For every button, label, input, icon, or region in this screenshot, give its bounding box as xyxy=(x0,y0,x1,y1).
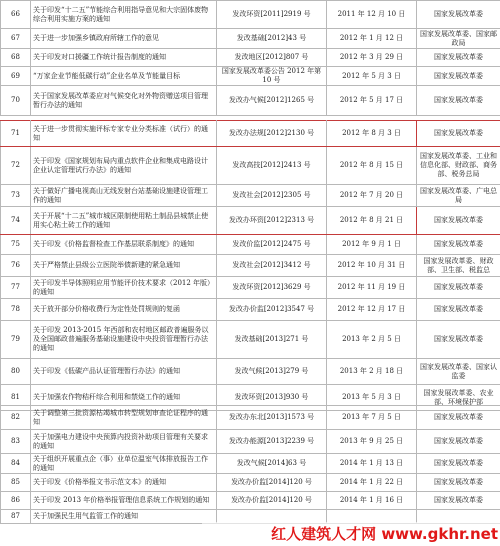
issuing-authority: 国家发展改革委 xyxy=(417,1,500,29)
table-row xyxy=(1,359,500,385)
table-row xyxy=(1,147,500,185)
issuing-authority: 国家发展改革委 xyxy=(417,86,500,116)
document-code: 发改办气候[2012]1265 号 xyxy=(217,86,327,116)
issuing-authority: 国家发展改革委、财政部、卫生部、税监总 xyxy=(417,255,500,277)
document-code: 发改价监[2012]2475 号 xyxy=(217,235,327,255)
row-number: 75 xyxy=(1,235,31,255)
issuing-authority: 国家发展改革委 xyxy=(417,454,500,474)
document-code: 发改高技[2012]2413 号 xyxy=(217,147,327,185)
table-row xyxy=(1,474,500,492)
table-row xyxy=(1,49,500,67)
issuing-authority: 国家发展改革委 xyxy=(417,299,500,321)
document-code: 发改社会[2012]3412 号 xyxy=(217,255,327,277)
issuing-authority: 国家发展改革委、工业和信息化部、财政部、商务部、税务总局 xyxy=(417,147,500,185)
document-title: 关于进一步加强乡镇政府所辖工作的意见 xyxy=(31,29,217,49)
table-row xyxy=(1,86,500,116)
table-row xyxy=(1,299,500,321)
issue-date: 2012 年 8 月 3 日 xyxy=(327,121,417,147)
issue-date: 2013 年 5 月 3 日 xyxy=(327,385,417,411)
issuing-authority: 国家发展改革委 xyxy=(417,406,500,430)
issue-date: 2013 年 9 月 25 日 xyxy=(327,430,417,454)
issue-date: 2013 年 7 月 5 日 xyxy=(327,406,417,430)
issuing-authority: 国家发展改革委、国家邮政局 xyxy=(417,29,500,49)
row-number: 74 xyxy=(1,207,31,235)
document-title: 关于印发半导体照明应用节能评价技术要求（2012 年版）的通知 xyxy=(31,277,217,299)
issue-date: 2012 年 3 月 29 日 xyxy=(327,49,417,67)
document-title: 关于加强农作物秸秆综合利用和禁烧工作的通知 xyxy=(31,385,217,411)
row-number: 77 xyxy=(1,277,31,299)
issue-date: 2014 年 1 月 13 日 xyxy=(327,454,417,474)
issue-date: 2012 年 8 月 21 日 xyxy=(327,207,417,235)
issue-date: 2014 年 1 月 16 日 xyxy=(327,492,417,510)
table-row xyxy=(1,29,500,49)
issue-date: 2012 年 12 月 17 日 xyxy=(327,299,417,321)
document-title: 关于印发《价格监督检查工作基层联系制度》的通知 xyxy=(31,235,217,255)
document-code: 发改办能源[2013]2239 号 xyxy=(217,430,327,454)
document-title: 关于国家发展改革委应对气候变化对外物资赠送项目管理暂行办法的通知 xyxy=(31,86,217,116)
issuing-authority: 国家发展改革委 xyxy=(417,121,500,147)
issue-date: 2012 年 11 月 19 日 xyxy=(327,277,417,299)
row-number: 69 xyxy=(1,67,31,86)
document-title: 关于做好广播电视高山无线发射台站基础设施建设管理工作的通知 xyxy=(31,185,217,207)
document-code: 发改基础[2012]43 号 xyxy=(217,29,327,49)
document-code: 国家发展改革委公告 2012 年第 10 号 xyxy=(217,67,327,86)
row-number: 71 xyxy=(1,121,31,147)
row-number: 86 xyxy=(1,492,31,510)
issuing-authority: 国家发展改革委 xyxy=(417,321,500,359)
issuing-authority: 国家发展改革委、广电总局 xyxy=(417,185,500,207)
table-row xyxy=(1,185,500,207)
table-row xyxy=(1,430,500,454)
document-table-top xyxy=(0,0,500,116)
document-code: 发改环资[2013]930 号 xyxy=(217,385,327,411)
site-watermark: 红人建筑人才网 www.gkhr.net xyxy=(202,522,500,546)
table-row xyxy=(1,321,500,359)
row-number: 83 xyxy=(1,430,31,454)
issue-date: 2012 年 7 月 20 日 xyxy=(327,185,417,207)
table-row xyxy=(1,67,500,86)
document-title: “万家企业节能低碳行动”企业名单及节能量目标 xyxy=(31,67,217,86)
row-number: 72 xyxy=(1,147,31,185)
issue-date: 2012 年 9 月 1 日 xyxy=(327,235,417,255)
document-title: 关于印发 2013 年价格举报管理信息系统工作规划的通知 xyxy=(31,492,217,510)
issuing-authority: 国家发展改革委 xyxy=(417,492,500,510)
row-number: 87 xyxy=(1,510,31,524)
row-number: 78 xyxy=(1,299,31,321)
issuing-authority: 国家发展改革委 xyxy=(417,49,500,67)
row-number: 81 xyxy=(1,385,31,411)
document-code: 发改地区[2012]807 号 xyxy=(217,49,327,67)
row-number: 80 xyxy=(1,359,31,385)
issuing-authority: 国家发展改革委、农业部、环境保护部 xyxy=(417,385,500,411)
table-row xyxy=(1,255,500,277)
table-row xyxy=(1,454,500,474)
document-code: 发改基础[2013]271 号 xyxy=(217,321,327,359)
document-code: 发改环资[2011]2919 号 xyxy=(217,1,327,29)
issuing-authority: 国家发展改革委 xyxy=(417,235,500,255)
document-code: 发改气候[2013]279 号 xyxy=(217,359,327,385)
document-code: 发改社会[2012]2305 号 xyxy=(217,185,327,207)
issue-date: 2012 年 10 月 31 日 xyxy=(327,255,417,277)
row-number: 85 xyxy=(1,474,31,492)
issuing-authority: 国家发展改革委 xyxy=(417,207,500,235)
issuing-authority: 国家发展改革委、国家认监委 xyxy=(417,359,500,385)
issuing-authority: 国家发展改革委 xyxy=(417,430,500,454)
document-title: 关于印发《价格举报文书示范文本》的通知 xyxy=(31,474,217,492)
document-title: 关于印发对口援疆工作统计报告制度的通知 xyxy=(31,49,217,67)
issue-date: 2012 年 5 月 17 日 xyxy=(327,86,417,116)
document-code: 发改办价监[2014]120 号 xyxy=(217,474,327,492)
table-row xyxy=(1,406,500,430)
table-row xyxy=(1,1,500,29)
table-row xyxy=(1,235,500,255)
document-title: 关于开展“十二五”城市城区限制使用粘土制品县城禁止使用实心粘土砖工作的通知 xyxy=(31,207,217,235)
issue-date: 2012 年 5 月 3 日 xyxy=(327,67,417,86)
row-number: 66 xyxy=(1,1,31,29)
issue-date: 2011 年 12 月 10 日 xyxy=(327,1,417,29)
row-number: 76 xyxy=(1,255,31,277)
document-title: 关于印发 2013-2015 年西部和农村地区邮政普遍服务以及全国邮政普遍服务基础设施建设中央投资管理暂行办法的通知 xyxy=(31,321,217,359)
document-code: 发改办东北[2013]1573 号 xyxy=(217,406,327,430)
issue-date: 2012 年 8 月 15 日 xyxy=(327,147,417,185)
document-title: 关于印发《国家规划布局内重点软件企业和集成电路设计企业认定管理试行办法》的通知 xyxy=(31,147,217,185)
issuing-authority: 国家发展改革委 xyxy=(417,277,500,299)
row-number: 84 xyxy=(1,454,31,474)
table-row xyxy=(1,121,500,147)
row-number: 79 xyxy=(1,321,31,359)
table-row xyxy=(1,277,500,299)
document-title: 关于放开部分价格收费行为定性处罚规则的复函 xyxy=(31,299,217,321)
document-title: 关于严格禁止县级公立医院举债新建的紧急通知 xyxy=(31,255,217,277)
row-number: 68 xyxy=(1,49,31,67)
document-title: 关于加强电力建设中央预算内投资补助项目管理有关要求的通知 xyxy=(31,430,217,454)
document-title: 关于印发《低碳产品认证管理暂行办法》的通知 xyxy=(31,359,217,385)
table-row xyxy=(1,207,500,235)
document-code: 发改办环资[2012]2313 号 xyxy=(217,207,327,235)
issue-date: 2013 年 2 月 5 日 xyxy=(327,321,417,359)
document-title: 关于组织开展重点企（事）业单位温室气体排放报告工作的通知 xyxy=(31,454,217,474)
issue-date: 2012 年 1 月 12 日 xyxy=(327,29,417,49)
row-number: 73 xyxy=(1,185,31,207)
document-table-middle xyxy=(0,120,500,411)
document-title: 关于加强民生用气监管工作的通知 xyxy=(31,510,217,524)
issuing-authority: 国家发展改革委 xyxy=(417,67,500,86)
document-code: 发改环资[2012]3629 号 xyxy=(217,277,327,299)
row-number: 67 xyxy=(1,29,31,49)
issuing-authority: 国家发展改革委 xyxy=(417,474,500,492)
issue-date: 2013 年 2 月 18 日 xyxy=(327,359,417,385)
document-code: 发改办法规[2012]2130 号 xyxy=(217,121,327,147)
document-code: 发改气候[2014]63 号 xyxy=(217,454,327,474)
table-row xyxy=(1,492,500,510)
document-table-bottom xyxy=(0,405,500,524)
document-title: 关于调整第三批资源枯竭城市转型规划审查论证程序的通知 xyxy=(31,406,217,430)
row-number: 70 xyxy=(1,86,31,116)
issue-date: 2014 年 1 月 22 日 xyxy=(327,474,417,492)
document-code: 发改办价监[2014]120 号 xyxy=(217,492,327,510)
row-number: 82 xyxy=(1,406,31,430)
document-title: 关于进一步贯彻实施评标专家专业分类标准（试行）的通知 xyxy=(31,121,217,147)
document-title: 关于印发“十二五”节能综合利用指导意见和大宗固体废物综合利用实施方案的通知 xyxy=(31,1,217,29)
document-code: 发改办价监[2012]3547 号 xyxy=(217,299,327,321)
